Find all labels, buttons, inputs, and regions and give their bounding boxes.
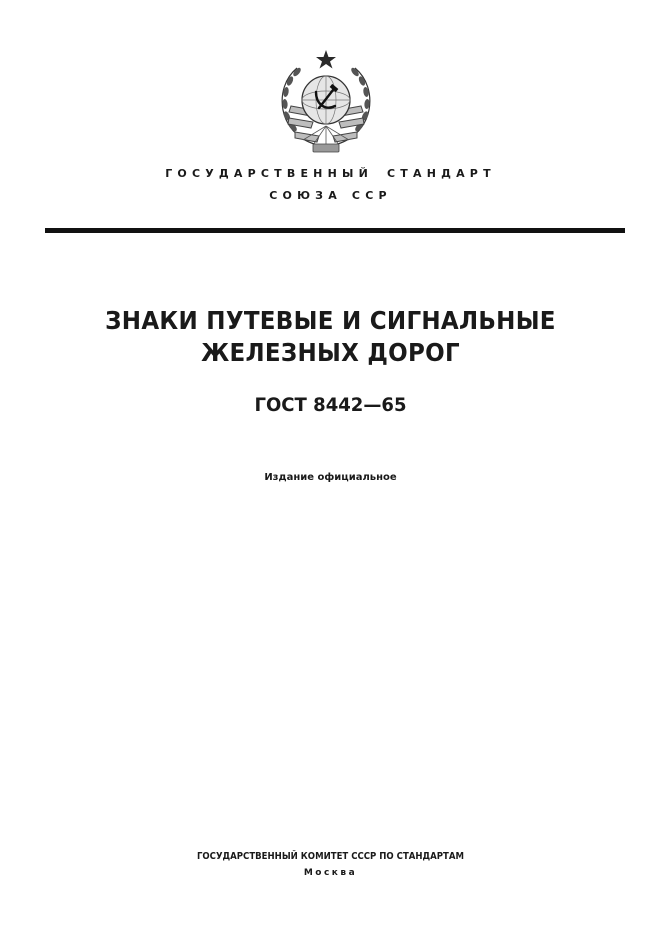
document-header-union <box>0 189 661 202</box>
standard-number: ГОСТ 8442—65 <box>254 394 407 416</box>
document-title-line1: ЗНАКИ ПУТЕВЫЕ И СИГНАЛЬНЫЕ <box>105 306 556 335</box>
publisher-city: Москва <box>303 868 358 878</box>
publisher-name: ГОСУДАРСТВЕННЫЙ КОМИТЕТ СССР ПО СТАНДАРТАМ <box>196 851 465 862</box>
header-ssr-word: ССР <box>351 189 392 202</box>
document-header-standard <box>0 167 661 180</box>
header-state-word: ГОСУДАРСТВЕННЫЙ <box>165 167 373 180</box>
edition-label: Издание официальное <box>264 472 397 483</box>
document-title-line2: ЖЕЛЕЗНЫХ ДОРОГ <box>201 338 460 367</box>
ussr-state-emblem-icon <box>273 48 379 158</box>
header-standard-word: СТАНДАРТ <box>387 167 496 180</box>
header-union-word: СОЮЗА <box>269 189 342 202</box>
header-divider-rule <box>45 228 625 233</box>
